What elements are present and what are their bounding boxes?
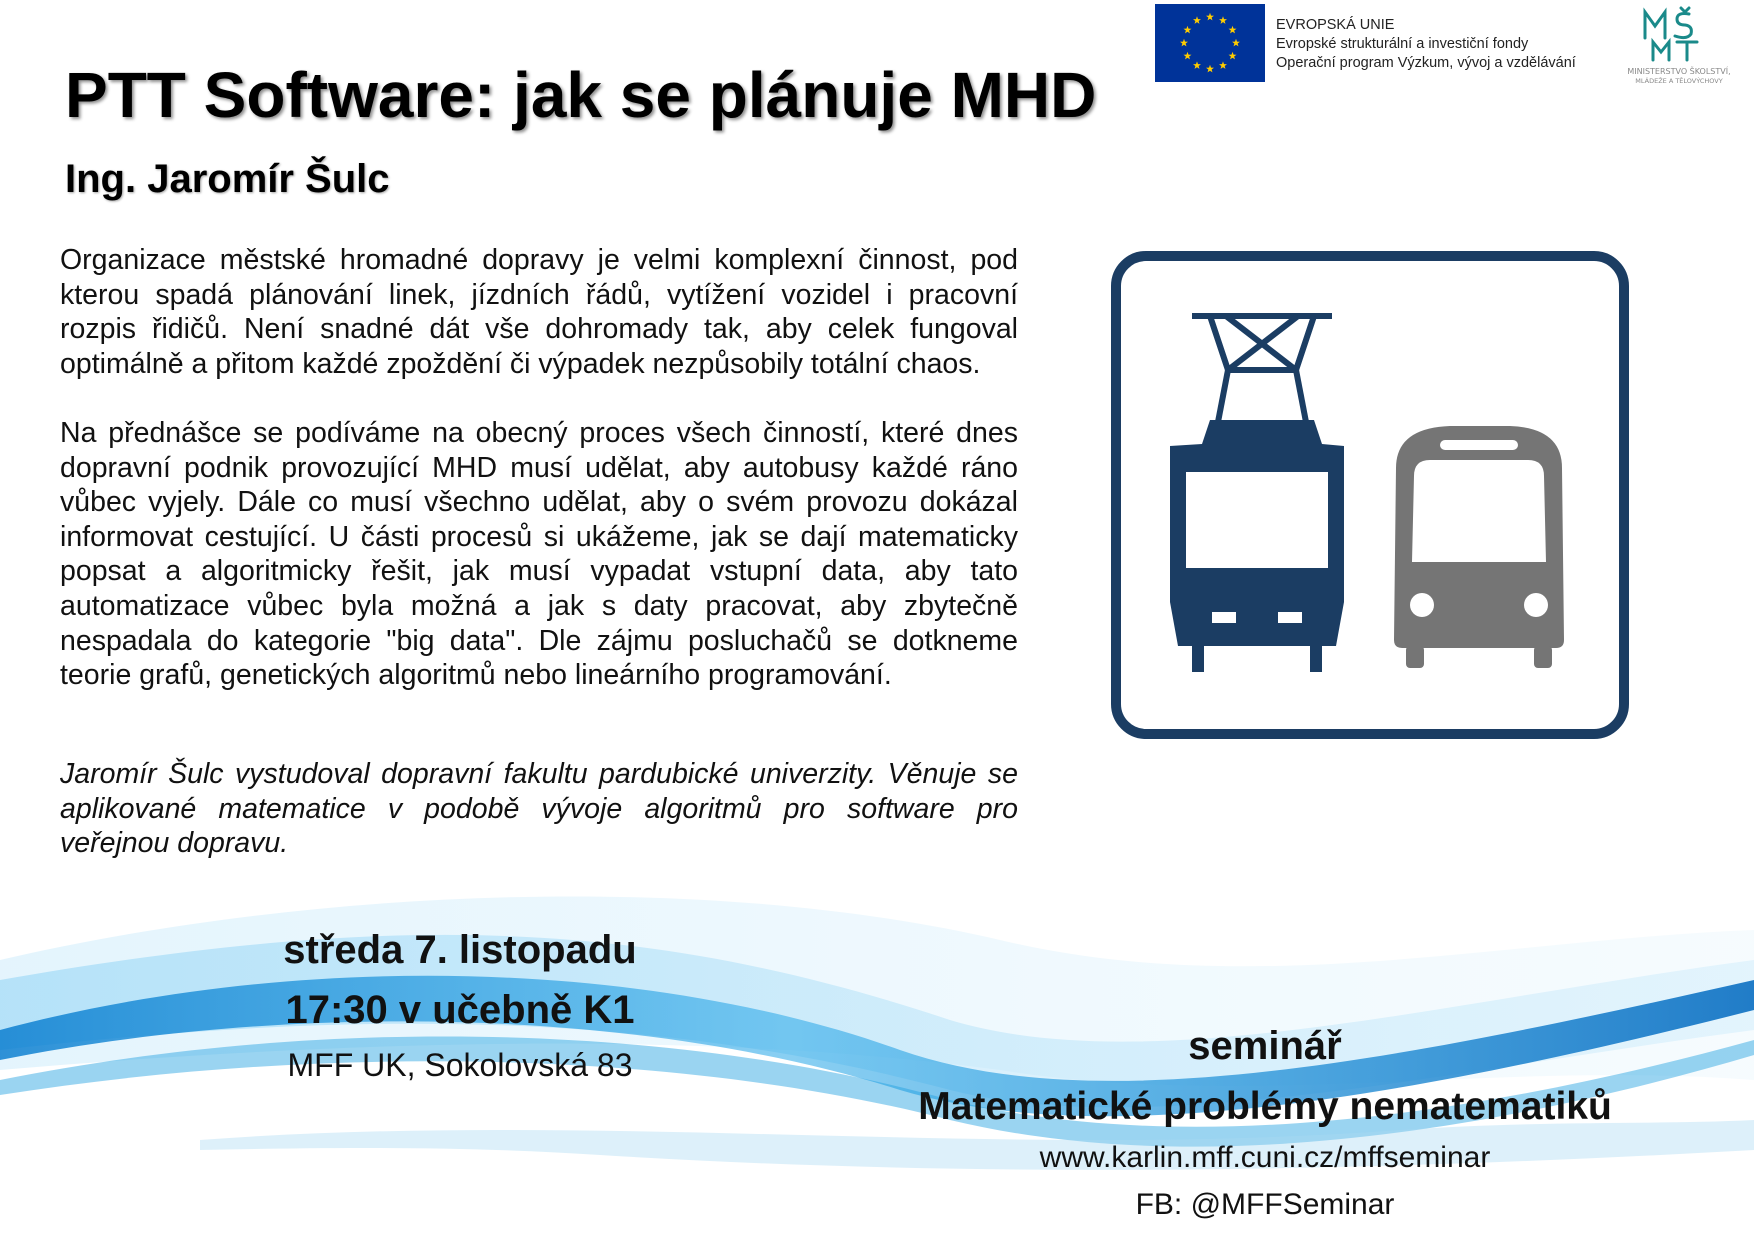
seminar-name: Matematické problémy nematematiků: [918, 1085, 1612, 1128]
seminar-website-link[interactable]: www.karlin.mff.cuni.cz/mffseminar: [1039, 1141, 1491, 1174]
event-time: 17:30 v učebně K1: [285, 988, 635, 1032]
msmt-text-1: MINISTERSTVO ŠKOLSTVÍ,: [1627, 67, 1731, 76]
eu-line-2: Evropské strukturální a investiční fondy: [1276, 36, 1529, 52]
tram-bus-sign: [1110, 250, 1630, 740]
msmt-text-2: MLÁDEŽE A TĚLOVÝCHOVY: [1635, 77, 1723, 85]
seminar-facebook[interactable]: FB: @MFFSeminar: [1135, 1188, 1395, 1221]
seminar-label: seminář: [1188, 1024, 1342, 1068]
lecture-author: Ing. Jaromír Šulc: [65, 157, 390, 201]
eu-line-3: Operační program Výzkum, vývoj a vzdělávání: [1276, 55, 1576, 71]
msmt-logo: [1605, 6, 1753, 86]
msmt-mark-icon: [1605, 6, 1753, 86]
lecture-title: PTT Software: jak se plánuje MHD: [65, 59, 1097, 131]
eu-flag-logo: [1155, 4, 1265, 82]
event-date: středa 7. listopadu: [283, 928, 637, 972]
eu-funding-text: [1276, 16, 1576, 73]
abstract-paragraph-2: Na přednášce se podíváme na obecný proces všech činností, které dnes dopravní podnik provozující MHD musí udělat, aby autobusy každé ráno vůbec vyjely. Dále co musí všechno udělat, aby o svém provozu dokázal informovat cestující. U části procesů si ukážeme, jak se dají matematicky popsat a algoritmicky řešit, jak musí vypadat vstupní data, aby tato automatizace vůbec byla možná a jak s daty pracovat, aby zbytečně nespadala do kategorie "big data". Dle zájmu posluchačů se dotkneme teorie grafů, genetických algoritmů nebo lineárního programování.: [60, 417, 1018, 692]
eu-stars-icon: [1155, 4, 1265, 82]
bus-icon: [1394, 426, 1564, 668]
abstract-paragraph-1: Organizace městské hromadné dopravy je velmi komplexní činnost, pod kterou spadá plánování linek, jízdních řádů, vytížení vozidel i pracovní rozpis řidičů. Není snadné dát vše dohromady tak, aby celek fungoval optimálně a přitom každé zpoždění či výpadek nezpůsobily totální chaos.: [60, 244, 1018, 380]
eu-line-1: EVROPSKÁ UNIE: [1276, 17, 1395, 33]
event-place: MFF UK, Sokolovská 83: [287, 1047, 633, 1083]
speaker-bio: Jaromír Šulc vystudoval dopravní fakultu pardubické univerzity. Věnuje se aplikované matematice v podobě vývoje algoritmů pro software pro veřejnou dopravu.: [60, 758, 1018, 860]
